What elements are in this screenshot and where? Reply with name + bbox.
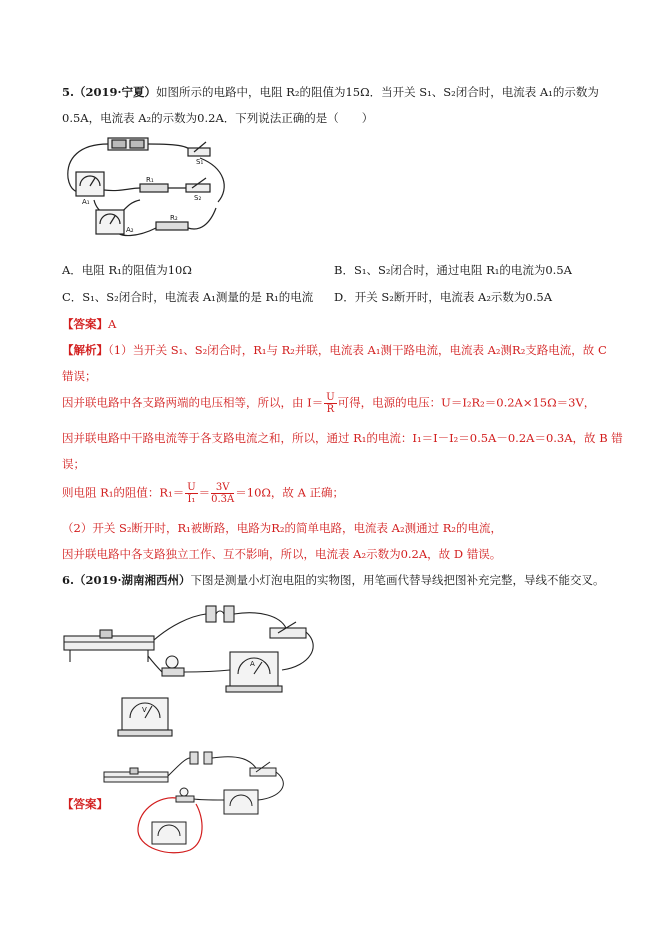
q6-label-ammeter: A (250, 660, 255, 668)
q5-analysis-line7: （2）开关 S₂断开时，R₁被断路，电路为R₂的简单电路，电流表 A₂测通过 R₂的电流， (62, 521, 502, 535)
q5-source: （2019·宁夏） (74, 85, 157, 99)
q5-switch-s2 (186, 184, 210, 192)
q5-resistor-r2 (156, 222, 188, 230)
q5-option-c: C．S₁、S₂闭合时，电流表 A₁测量的是 R₁的电流 (62, 290, 314, 304)
fraction-u-over-i1: $\frac{U}{\text{I₁}}$ (187, 482, 196, 505)
q5-resistor-r1 (140, 184, 168, 192)
q5-analysis-line8: 因并联电路中各支路独立工作、互不影响，所以，电流表 A₂示数为0.2A，故 D 错误。 (62, 547, 502, 561)
q5-stem-text1: 如图所示的电路中，电阻 R₂的阻值为15Ω．当开关 S₁、S₂闭合时，电流表 A₁的示数为 (156, 85, 599, 99)
q5-analysis-line6: 则电阻 R₁的阻值：R₁＝ $\frac{U}{\text{I₁}}$ ＝ $\frac{3V}{0.3A}$ ＝10Ω，故 A 正确； (62, 482, 345, 505)
q5-number: 5. (62, 85, 75, 99)
q5-stem-line1 (62, 84, 599, 100)
q5-analysis-line5: 误； (62, 457, 85, 471)
q6-answer-label: 【答案】 (62, 797, 108, 811)
q5-label-a2: A₂ (126, 226, 134, 234)
q5-option-b: B．S₁、S₂闭合时，通过电阻 R₁的电流为0.5A (334, 263, 572, 277)
q5-analysis-line1: 【解析】（1）当开关 S₁、S₂闭合时，R₁与 R₂并联，电流表 A₁测干路电流，电流表 A₂测R₂支路电流，故 C (62, 343, 607, 357)
q5-answer (62, 316, 116, 332)
q5-analysis-line2: 错误； (62, 369, 97, 383)
q5-label-s2: S₂ (194, 194, 202, 202)
q5-analysis-line3: 因并联电路中各支路两端的电压相等，所以，由 I＝ $\frac{U}{R}$ 可得，电源的电压：U＝I₂R₂＝0.2A×15Ω＝3V， (62, 392, 596, 415)
q6-battery-2 (224, 606, 234, 622)
q5-answer-label: 【答案】 (62, 317, 108, 331)
q5-label-s1: S₁ (196, 158, 204, 166)
q5-stem-line2: 0.5A，电流表 A₂的示数为0.2A．下列说法正确的是（ ） (62, 111, 374, 125)
q5-switch-s1 (188, 148, 210, 156)
q6-stem (62, 572, 605, 588)
q6-stem-text: 下图是测量小灯泡电阻的实物图，用笔画代替导线把图补充完整，导线不能交叉。 (190, 573, 605, 587)
q6-number: 6. (62, 573, 75, 587)
q5-option-a: A．电阻 R₁的阻值为10Ω (62, 263, 192, 277)
q6-lamp (166, 656, 178, 668)
q5-analysis-line4: 因并联电路中干路电流等于各支路电流之和，所以，通过 R₁的电流：I₁＝I－I₂＝0.5A－0.2A＝0.3A，故 B 错 (62, 431, 623, 445)
q5-analysis-label: 【解析】 (62, 343, 108, 357)
q6-label-voltmeter: V (142, 706, 147, 714)
q6-answer-figure (100, 748, 300, 860)
q6-apparatus-figure (60, 596, 330, 746)
fraction-u-over-r: $\frac{U}{R}$ (326, 392, 335, 415)
q6-switch (270, 628, 306, 638)
q5-circuit-figure (60, 128, 240, 250)
q6-battery-1 (206, 606, 216, 622)
q5-label-a1: A₁ (82, 198, 90, 206)
q5-answer-value: A (108, 317, 117, 331)
q5-label-r1: R₁ (146, 176, 154, 184)
fraction-3v-over-03a: $\frac{3V}{0.3A}$ (211, 482, 235, 505)
q6-ammeter (230, 652, 278, 686)
q6-source: （2019·湖南湘西州） (74, 573, 191, 587)
q5-option-d: D．开关 S₂断开时，电流表 A₂示数为0.5A (334, 290, 553, 304)
q5-label-r2: R₂ (170, 214, 178, 222)
